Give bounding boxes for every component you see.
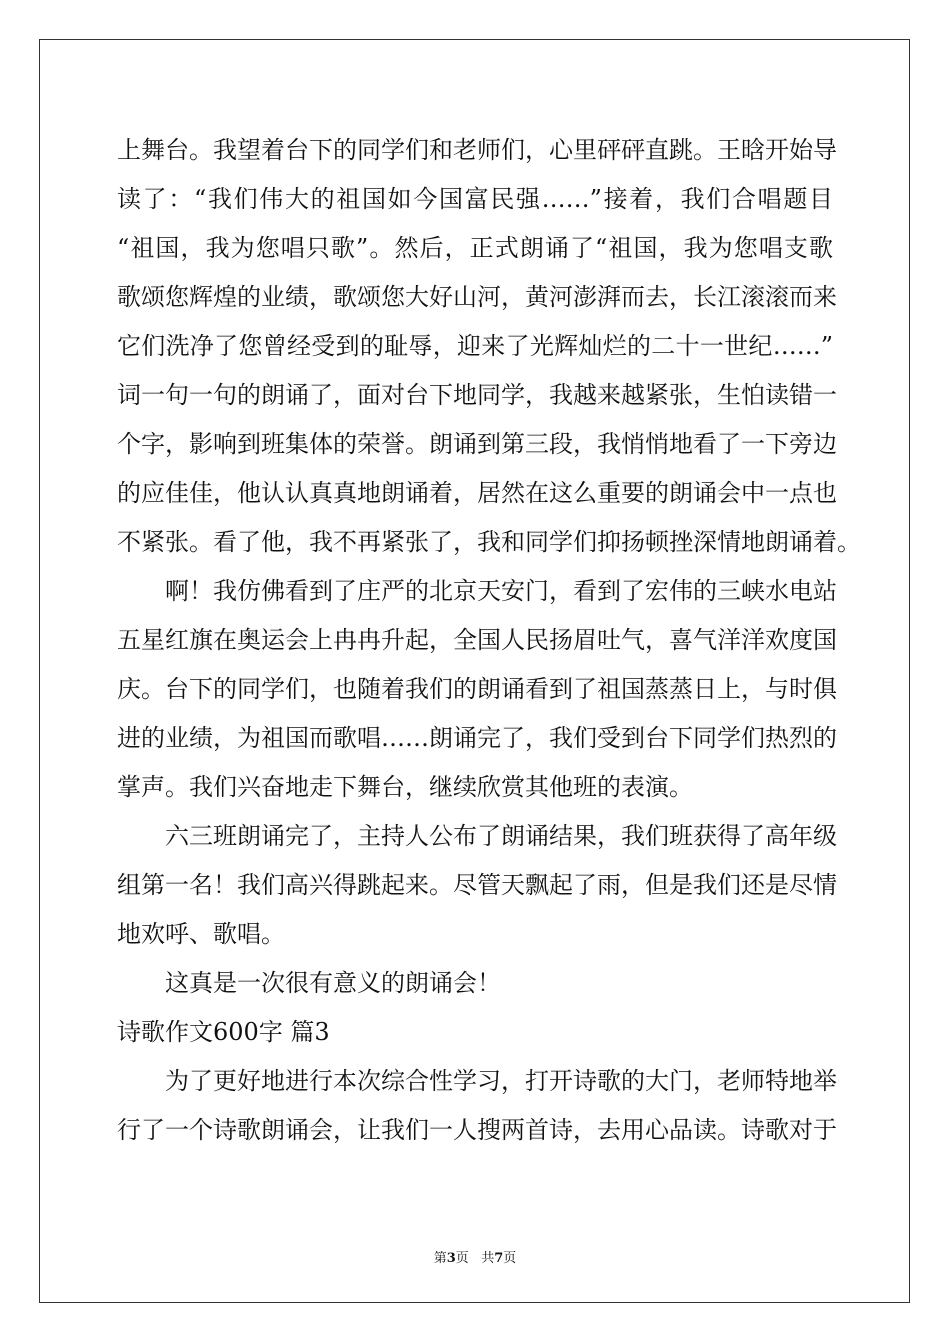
text-line: 词一句一句的朗诵了，面对台下地同学，我越来越紧张，生怕读错一 [117, 381, 837, 409]
text-line: “祖国，我为您唱只歌”。然后，正式朗诵了“祖国，我为您唱支歌 [117, 234, 833, 262]
text-line: 组第一名！我们高兴得跳起来。尽管天飘起了雨，但是我们还是尽情 [117, 871, 837, 899]
text-line: 这真是一次很有意义的朗诵会！ [165, 969, 501, 997]
text-line: 行了一个诗歌朗诵会，让我们一人搜两首诗，去用心品读。诗歌对于 [117, 1116, 837, 1144]
text-line: 掌声。我们兴奋地走下舞台，继续欣赏其他班的表演。 [117, 773, 693, 801]
current-page-number: 3 [446, 1251, 456, 1266]
text-line: 歌颂您辉煌的业绩，歌颂您大好山河，黄河澎湃而去，长江滚滚而来 [117, 283, 837, 311]
text-line: 进的业绩，为祖国而歌唱……朗诵完了，我们受到台下同学们热烈的 [117, 724, 837, 752]
text-line: 五星红旗在奥运会上冉冉升起，全国人民扬眉吐气，喜气洋洋欢度国 [117, 626, 837, 654]
text-line: 读了：“我们伟大的祖国如今国富民强……”接着，我们合唱题目 [117, 185, 833, 213]
total-page-number: 7 [494, 1251, 504, 1266]
footer-prefix: 第 [433, 1251, 447, 1266]
document-body [117, 126, 861, 1155]
text-line: 上舞台。我望着台下的同学们和老师们，心里砰砰直跳。王晗开始导 [117, 136, 837, 164]
section-heading: 诗歌作文600字 篇3 [117, 1018, 330, 1046]
text-line: 不紧张。看了他，我不再紧张了，我和同学们抑扬顿挫深情地朗诵着。 [117, 528, 861, 556]
text-line: 个字，影响到班集体的荣誉。朗诵到第三段，我悄悄地看了一下旁边 [117, 430, 837, 458]
text-line: 六三班朗诵完了，主持人公布了朗诵结果，我们班获得了高年级 [165, 822, 837, 850]
footer-middle: 页 共 [455, 1251, 495, 1266]
text-line: 啊！我仿佛看到了庄严的北京天安门，看到了宏伟的三峡水电站 [165, 577, 837, 605]
text-line: 它们洗净了您曾经受到的耻辱，迎来了光辉灿烂的二十一世纪……” [117, 332, 833, 360]
page-footer [0, 1247, 950, 1266]
text-line: 的应佳佳，他认认真真地朗诵着，居然在这么重要的朗诵会中一点也 [117, 479, 837, 507]
text-line: 为了更好地进行本次综合性学习，打开诗歌的大门，老师特地举 [165, 1067, 837, 1095]
text-line: 地欢呼、歌唱。 [117, 920, 285, 948]
footer-suffix: 页 [503, 1251, 517, 1266]
text-line: 庆。台下的同学们，也随着我们的朗诵看到了祖国蒸蒸日上，与时俱 [117, 675, 837, 703]
